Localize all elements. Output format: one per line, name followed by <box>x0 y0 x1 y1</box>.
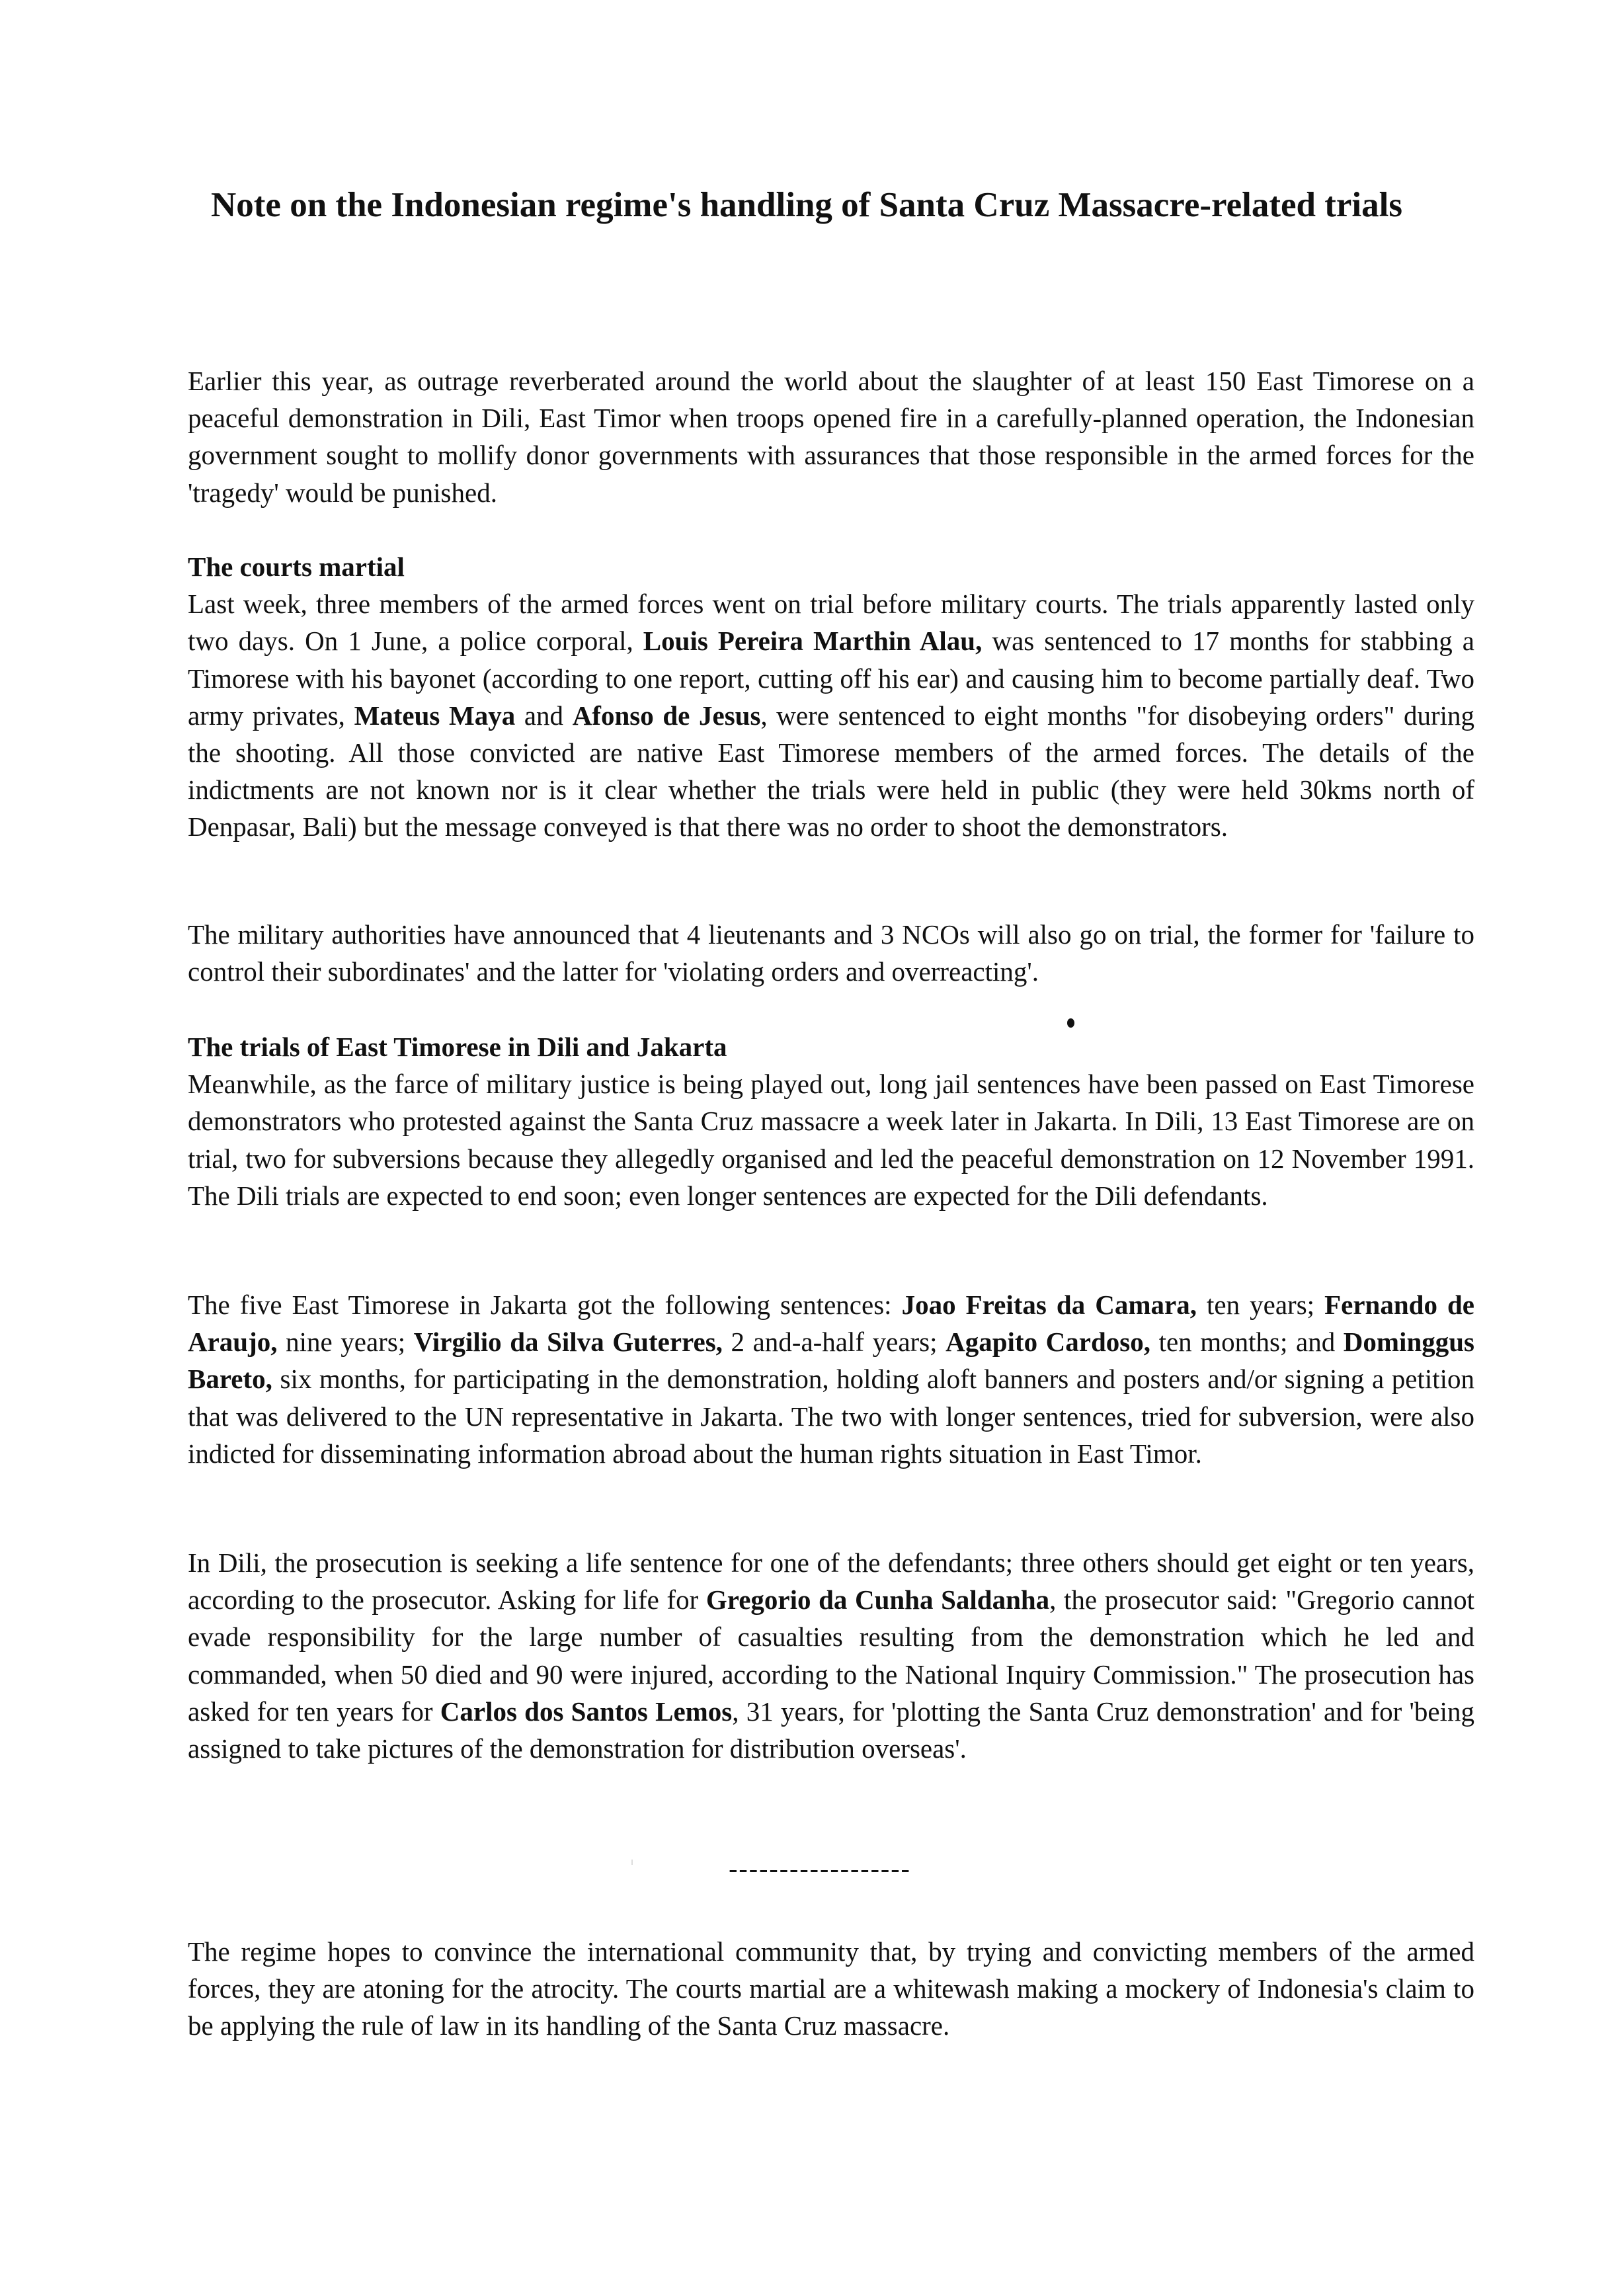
trials-paragraph-3 <box>188 1544 1474 1767</box>
defendant-name: Virgilio da Silva Guterres, <box>413 1327 723 1358</box>
section-separator: ------------------ <box>729 1854 911 1883</box>
text-span: In Dili, the prosecution is seeking a life sentence for one of the defendants; three others should get eight or ten years, according to the prosecutor. Asking for life for <box>188 1547 1474 1616</box>
trials-section-3 <box>188 1544 1474 1767</box>
intro-section <box>188 362 1474 511</box>
defendant-name: Fernando de Araujo, <box>188 1290 1474 1358</box>
defendant-name: Joao Freitas da Camara, <box>901 1290 1197 1320</box>
text-span: , 31 years, for 'plotting the Santa Cruz demonstration' and for 'being assigned to take pictures of the demonstration for distribution overseas'. <box>188 1696 1475 1764</box>
courts-martial-paragraph-1 <box>188 585 1474 845</box>
defendant-name: Afonso de Jesus <box>572 700 761 731</box>
courts-martial-section-2 <box>188 916 1474 990</box>
text-span: , the prosecutor said: "Gregorio cannot evade responsibility for the large number of casualties resulting from the demonstration which he led and commanded, when 50 died and 90 were injured, according to the National Inquiry Commission." The prosecution has asked for ten years for <box>188 1584 1474 1727</box>
text-span: six months, for participating in the demonstration, holding aloft banners and posters and/or signing a petition that was delivered to the UN representative in Jakarta. The two with longer sentences, tried for subversion, were also indicted for disseminating information abroad about the human rights situation in East Timor. <box>188 1364 1474 1469</box>
text-span: nine years; <box>277 1327 414 1358</box>
courts-martial-paragraph-2: The military authorities have announced that 4 lieutenants and 3 NCOs will also go on trial, the former for 'failure to control their subordinates' and the latter for 'violating orders and overreacting'. <box>188 919 1474 987</box>
trials-section-2 <box>188 1286 1474 1472</box>
text-span: was sentenced to 17 months for stabbing a Timorese with his bayonet (according to one report, cutting off his ear) and causing him to become partially deaf. Two army privates, <box>188 626 1475 731</box>
trials-paragraph-1: Meanwhile, as the farce of military justice is being played out, long jail sentences have been passed on East Timorese demonstrators who protested against the Santa Cruz massacre a week later in Jakarta. In Dili, 13 East Timorese are on trial, two for subversions because they allegedly organised and led the peaceful demonstration on 12 November 1991. The Dili trials are expected to end soon; even longer sentences are expected for the Dili defendants. <box>188 1069 1474 1211</box>
defendant-name: Agapito Cardoso, <box>945 1327 1150 1358</box>
defendant-name: Dominggus Bareto, <box>188 1327 1475 1395</box>
text-span: and <box>515 700 573 731</box>
defendant-name: Mateus Maya <box>354 700 516 731</box>
text-span: Last week, three members of the armed forces went on trial before military courts. The trials apparently lasted only two days. On 1 June, a police corporal, <box>188 589 1474 657</box>
text-span: , were sentenced to eight months "for disobeying orders" during the shooting. All those convicted are native East Timorese members of the armed forces. The details of the indictments are not known nor is it clear whether the trials were held in public (they were held 30kms north of Denpasar, Bali) but the message conveyed is that there was no order to shoot the demonstrators. <box>188 700 1475 842</box>
faint-scan-mark <box>631 1860 633 1865</box>
trials-paragraph-2 <box>188 1286 1474 1472</box>
conclusion-section <box>188 1933 1474 2045</box>
text-span: ten months; and <box>1150 1327 1344 1358</box>
stray-dot-mark <box>1067 1018 1074 1028</box>
courts-martial-heading: The courts martial <box>188 552 405 582</box>
text-span: ten years; <box>1196 1290 1325 1320</box>
defendant-name: Gregorio da Cunha Saldanha <box>705 1584 1050 1616</box>
intro-paragraph: Earlier this year, as outrage reverberated around the world about the slaughter of at least 150 East Timorese on a peaceful demonstration in Dili, East Timor when troops opened fire in a carefully-planned operation, the Indonesian government sought to mollify donor governments with assurances that those responsible in the armed forces for the 'tragedy' would be punished. <box>188 366 1474 508</box>
trials-section <box>188 1028 1474 1214</box>
text-span: 2 and-a-half years; <box>722 1327 946 1358</box>
conclusion-paragraph: The regime hopes to convince the international community that, by trying and convicting members of the armed forces, they are atoning for the atrocity. The courts martial are a whitewash making a mockery of Indonesia's claim to be applying the rule of law in its handling of the Santa Cruz massacre. <box>188 1936 1474 2041</box>
courts-martial-section <box>188 548 1474 846</box>
text-span: The five East Timorese in Jakarta got the following sentences: <box>188 1290 902 1320</box>
trials-heading: The trials of East Timorese in Dili and Jakarta <box>188 1032 727 1062</box>
document-title: Note on the Indonesian regime's handling of Santa Cruz Massacre-related trials <box>211 186 1402 224</box>
defendant-name: Carlos dos Santos Lemos <box>440 1696 733 1727</box>
defendant-name: Louis Pereira Marthin Alau, <box>643 626 983 657</box>
